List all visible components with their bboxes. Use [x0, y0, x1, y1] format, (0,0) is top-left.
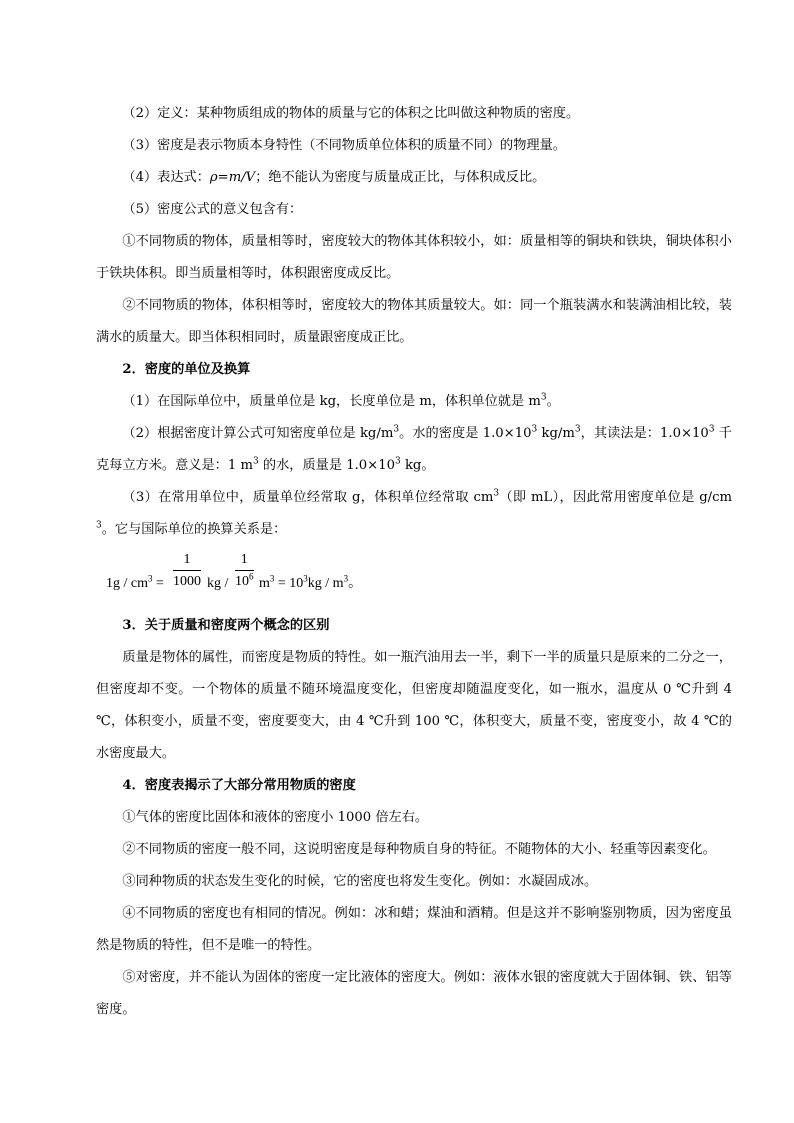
- meaning-intro-paragraph: （5）密度公式的意义包含有：: [122, 202, 303, 217]
- density-table-item-1: ①气体的密度比固体和液体的密度小 1000 倍左右。: [122, 810, 429, 825]
- units-paragraph-3: （3）在常用单位中，质量单位经常取 g，体积单位经常取 $cm^3$（即 mL），因此常用密度单位是 $g/cm^3$。它与国际单位的换算关系是：: [96, 488, 733, 537]
- expression-paragraph: （4）表达式：ρ=m/V；绝不能认为密度与质量成正比，与体积成反比。: [122, 170, 546, 185]
- unit-conversion-formula: $1g / cm^3$ = $\frac{1}{1000}$ kg / $\frac{1}{10^6}$ $m^3 = 10^3kg / m^3$。: [106, 552, 363, 591]
- units-paragraph-2: （2）根据密度计算公式可知密度单位是 $kg/m^3$。水的密度是 $1.0\times 10^3$ $kg/m^3$，其读法是：$1.0\times 10^3$ 千克每立方米。意义是：1 $m^3$ 的水，质量是 $1.0\times 10^3$ kg。: [96, 424, 732, 473]
- fraction-one-millionth: $\frac{1}{10^6}$: [235, 552, 254, 589]
- fraction-one-thousandth: $\frac{1}{1000}$: [173, 552, 201, 589]
- density-table-item-3: ③同种物质的状态发生变化的时候，它的密度也将发生变化。例如：水凝固成冰。: [122, 874, 598, 889]
- density-formula-inline: ρ=m/V: [209, 170, 256, 185]
- section-heading-density-table: 4．密度表揭示了大部分常用物质的密度: [122, 778, 356, 793]
- section-heading-mass-vs-density: 3．关于质量和密度两个概念的区别: [122, 618, 330, 633]
- meaning-item-1: ①不同物质的物体，质量相等时，密度较大的物体其体积较小，如：质量相等的铜块和铁块，铜块体积小于铁块体积。即当质量相等时，体积跟密度成反比。: [96, 234, 732, 281]
- section-heading-units: 2．密度的单位及换算: [122, 362, 251, 377]
- document-page: [96, 98, 732, 1026]
- definition-paragraph: （2）定义：某种物质组成的物体的质量与它的体积之比叫做这种物质的密度。: [122, 106, 580, 121]
- density-table-item-2: ②不同物质的密度一般不同，这说明密度是每种物质自身的特征。不随物体的大小、轻重等因素变化。: [122, 842, 716, 857]
- meaning-item-2: ②不同物质的物体，体积相等时，密度较大的物体其质量较大。如：同一个瓶装满水和装满油相比较，装满水的质量大。即当体积相同时，质量跟密度成正比。: [96, 298, 732, 345]
- mass-density-paragraph: 质量是物体的属性，而密度是物质的特性。如一瓶汽油用去一半，剩下一半的质量只是原来的二分之一，但密度却不变。一个物体的质量不随环境温度变化，但密度却随温度变化，如一瓶水，温度从 0 ℃升到 4 ℃，体积变小，质量不变，密度要变大，由 4 ℃升到 100 ℃，体积变大，质量不变，密度变小，故 4 ℃的水密度最大。: [96, 650, 732, 761]
- density-table-item-5: ⑤对密度，并不能认为固体的密度一定比液体的密度大。例如：液体水银的密度就大于固体铜、铁、铝等密度。: [96, 970, 732, 1017]
- units-paragraph-1: （1）在国际单位中，质量单位是 kg，长度单位是 m，体积单位就是 $m^3$。: [122, 392, 560, 409]
- property-paragraph: （3）密度是表示物质本身特性（不同物质单位体积的质量不同）的物理量。: [122, 138, 566, 153]
- density-table-item-4: ④不同物质的密度也有相同的情况。例如：冰和蜡；煤油和酒精。但是这并不影响鉴别物质，因为密度虽然是物质的特性，但不是唯一的特性。: [96, 906, 732, 953]
